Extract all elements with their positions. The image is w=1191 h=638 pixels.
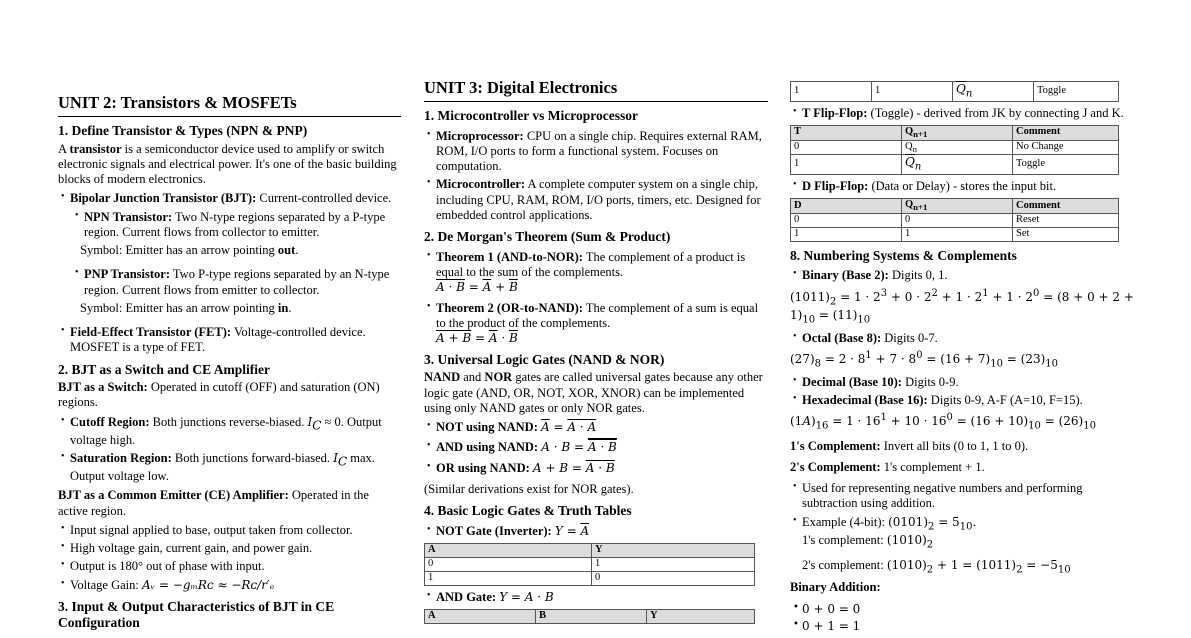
nand-implementations-list	[424, 420, 768, 476]
flipflop-list	[790, 106, 1135, 121]
octal-example: $(27)_8 = 2 \cdot 8^1 + 7 \cdot 8^0 = (16 + 7)_{10} = (23)_{10}$	[790, 350, 1059, 370]
list-item-binary: • Binary (Base 2): Digits 0, 1.	[802, 268, 1135, 283]
hex-example: $(1A)_{16} = 1 \cdot 16^1 + 10 \cdot 16^0 = (16 + 10)_{10} = (26)_{10}$	[790, 412, 1096, 432]
theorem-2-formula: $A + B = \overline{A} \cdot \overline{B}$	[436, 331, 518, 346]
list-item: • Output is 180° out of phase with input.	[70, 559, 401, 574]
theorem-1-formula: $A \cdot B = \overline{A} + \overline{B}$	[436, 280, 518, 295]
list-item: • High voltage gain, current gain, and power gain.	[70, 541, 401, 556]
d-flipflop-table: D $Q_{n+1}$ Comment 0 0 Reset 1 1 Set	[790, 198, 1119, 242]
transistor-intro: A transistor is a semiconductor device used to amplify or switch electronic signals and electrical power. It's one of the basic building blocks of modern electronics.	[58, 141, 397, 187]
list-item-theorem-2: • Theorem 2 (OR-to-NAND): The complement of a sum is equal to the product of the complements. $A + B = \overline{A} \cdot \overline{B}$	[436, 301, 768, 346]
twos-complement-example: 2's complement: $(1010)_2 + 1 = (1011)_2 = -5_{10}$	[802, 557, 1071, 576]
unit-2-title: UNIT 2: Transistors & MOSFETs	[58, 93, 401, 117]
list-item-octal: • Octal (Base 8): Digits 0-7.	[802, 331, 1135, 346]
list-item-microprocessor: • Microprocessor: CPU on a single chip. Requires external RAM, ROM, I/O ports to form a functional system. Focuses on computation.	[436, 129, 768, 175]
list-item-voltage-gain: • Voltage Gain: Aᵥ = −gₘRᴄ ≈ −Rᴄ/r′ₑ	[70, 578, 401, 593]
list-item-bjt: • Bipolar Junction Transistor (BJT): Current-controlled device. • NPN Transistor: Two N-type regions separated by a P-type region. Current flows from collector to emitter. Symbol: Emitter has an arrow pointing out. • PNP Transistor: Two P-type regions separated by an N-type region. Current flows from emitter to collector. Symbol: Emitter has an arrow pointing in.	[70, 191, 401, 322]
list-item-decimal: • Decimal (Base 10): Digits 0-9.	[802, 375, 1135, 390]
section-logic-gates-title: 4. Basic Logic Gates & Truth Tables	[424, 503, 632, 519]
twos-complement-text: 2's Complement: 1's complement + 1.	[790, 459, 985, 474]
t-flipflop-table: T $Q_{n+1}$ Comment 0 $Q_n$ No Change 1 $\overline{Q}_n$ Toggle	[790, 125, 1119, 175]
list-item-not-nand: • NOT using NAND: $\overline{A} = A \cdot A$	[436, 420, 768, 435]
list-item-saturation: • Saturation Region: Both junctions forward-biased. $I_C$ max. Output voltage low.	[70, 451, 401, 484]
list-item: • 0 + 1 = 1	[802, 619, 1135, 634]
universal-gates-intro: NAND and NOR gates are called universal gates because any other logic gate (AND, OR, NOT, XOR, XNOR) can be implemented using only NAND gates or only NOR gates.	[424, 370, 763, 415]
list-item-cutoff: • Cutoff Region: Both junctions reverse-biased. $I_C \approx 0$. Output voltage high.	[70, 415, 401, 448]
list-item-and-nand: • AND using NAND: A · B = A · B	[436, 440, 768, 455]
unit-3-title: UNIT 3: Digital Electronics	[424, 78, 768, 102]
list-item-fet: • Field-Effect Transistor (FET): Voltage-controlled device. MOSFET is a type of FET.	[70, 325, 401, 356]
list-item-npn: • NPN Transistor: Two N-type regions separated by a P-type region. Current flows from collector to emitter.	[84, 210, 401, 241]
list-item-pnp: • PNP Transistor: Two P-type regions separated by an N-type region. Current flows from emitter to collector.	[84, 267, 401, 298]
list-item-t-flipflop: • T Flip-Flop: (Toggle) - derived from JK by connecting J and K.	[802, 106, 1135, 121]
logic-gates-list-2	[424, 590, 768, 605]
ce-amplifier-text: BJT as a Common Emitter (CE) Amplifier: Operated in the active region.	[58, 488, 369, 518]
list-item-hexadecimal: • Hexadecimal (Base 16): Digits 0-9, A-F (A=10, F=15).	[802, 393, 1135, 408]
jk-table-last-row: 1 1 $\overline{Q}_n$ Toggle	[790, 81, 1119, 102]
section-numbering-title: 8. Numbering Systems & Complements	[790, 247, 1017, 263]
list-item-example: • Example (4-bit): $(0101)_2 = 5_{10}$. 1's complement: $(1010)_2$ 2's complement: $(1010)_2 + 1 = (1011)_2 = -5_{10}$	[802, 515, 1135, 577]
ones-complement-text: 1's Complement: Invert all bits (0 to 1, 1 to 0).	[790, 438, 1029, 453]
list-item-and-gate: • AND Gate: Y = A · B	[436, 590, 768, 605]
bjt-switch-text: BJT as a Switch: Operated in cutoff (OFF) and saturation (ON) regions.	[58, 380, 380, 410]
list-item-theorem-1: • Theorem 1 (AND-to-NOR): The complement of a product is equal to the sum of the complements. $A \cdot B = \overline{A} + \overline{B}$	[436, 250, 768, 295]
section-micro-title: 1. Microcontroller vs Microprocessor	[424, 108, 638, 124]
column-unit-2	[58, 93, 401, 634]
pnp-symbol-note: Symbol: Emitter has an arrow pointing in.	[80, 300, 292, 315]
column-flipflops-numbering	[790, 81, 1135, 638]
complement-list	[790, 481, 1135, 576]
bjt-subtypes-list	[70, 210, 401, 241]
list-item-or-nand: • OR using NAND: A + B = A · B	[436, 461, 768, 476]
npn-symbol-note: Symbol: Emitter has an arrow pointing out.	[80, 243, 299, 258]
and-gate-truth-table: A B Y	[424, 609, 755, 624]
list-item: • 0 + 0 = 0	[802, 602, 1135, 617]
demorgan-list	[424, 250, 768, 346]
list-item-microcontroller: • Microcontroller: A complete computer system on a single chip, including CPU, RAM, ROM, I/O ports, timers, etc. Designed for embedded control applications.	[436, 177, 768, 223]
ones-complement-example: 1's complement: $(1010)_2$	[802, 533, 934, 551]
numbering-list-2	[790, 331, 1135, 346]
section-universal-gates-title: 3. Universal Logic Gates (NAND & NOR)	[424, 351, 665, 367]
not-gate-truth-table: A Y 0 1 1 0	[424, 543, 755, 586]
bjt-subtypes-list-2	[70, 267, 401, 298]
binary-addition-list	[790, 602, 1135, 634]
flipflop-list-2	[790, 179, 1135, 194]
section-demorgan-title: 2. De Morgan's Theorem (Sum & Product)	[424, 229, 671, 245]
list-item: • Input signal applied to base, output taken from collector.	[70, 523, 401, 538]
micro-list	[424, 129, 768, 224]
column-unit-3	[424, 78, 768, 628]
ce-amplifier-list	[58, 523, 401, 593]
list-item-d-flipflop: • D Flip-Flop: (Data or Delay) - stores the input bit.	[802, 179, 1135, 194]
numbering-list	[790, 268, 1135, 283]
voltage-gain-formula: Aᵥ = −gₘRᴄ ≈ −Rᴄ/r′ₑ	[141, 577, 275, 592]
binary-addition-title: Binary Addition:	[790, 580, 881, 595]
transistor-types-list	[58, 191, 401, 355]
section-bjt-characteristics-title: 3. Input & Output Characteristics of BJT in CE Configuration	[58, 598, 335, 631]
list-item-not-gate: • NOT Gate (Inverter): $Y = \overline{A}$	[436, 524, 768, 539]
binary-example: $(1011)_2 = 1 \cdot 2^3 + 0 \cdot 2^2 + 1 \cdot 2^1 + 1 \cdot 2^0 = (8 + 0 + 2 + 1)_{10} = (11)_{10}$	[790, 287, 1134, 326]
list-item: • Used for representing negative numbers and performing subtraction using addition.	[802, 481, 1135, 512]
nor-note: (Similar derivations exist for NOR gates).	[424, 481, 634, 496]
section-transistor-types-title: 1. Define Transistor & Types (NPN & PNP)	[58, 123, 308, 139]
logic-gates-list	[424, 524, 768, 539]
section-bjt-switch-title: 2. BJT as a Switch and CE Amplifier	[58, 361, 271, 377]
numbering-list-3	[790, 375, 1135, 409]
switch-regions-list	[58, 415, 401, 485]
